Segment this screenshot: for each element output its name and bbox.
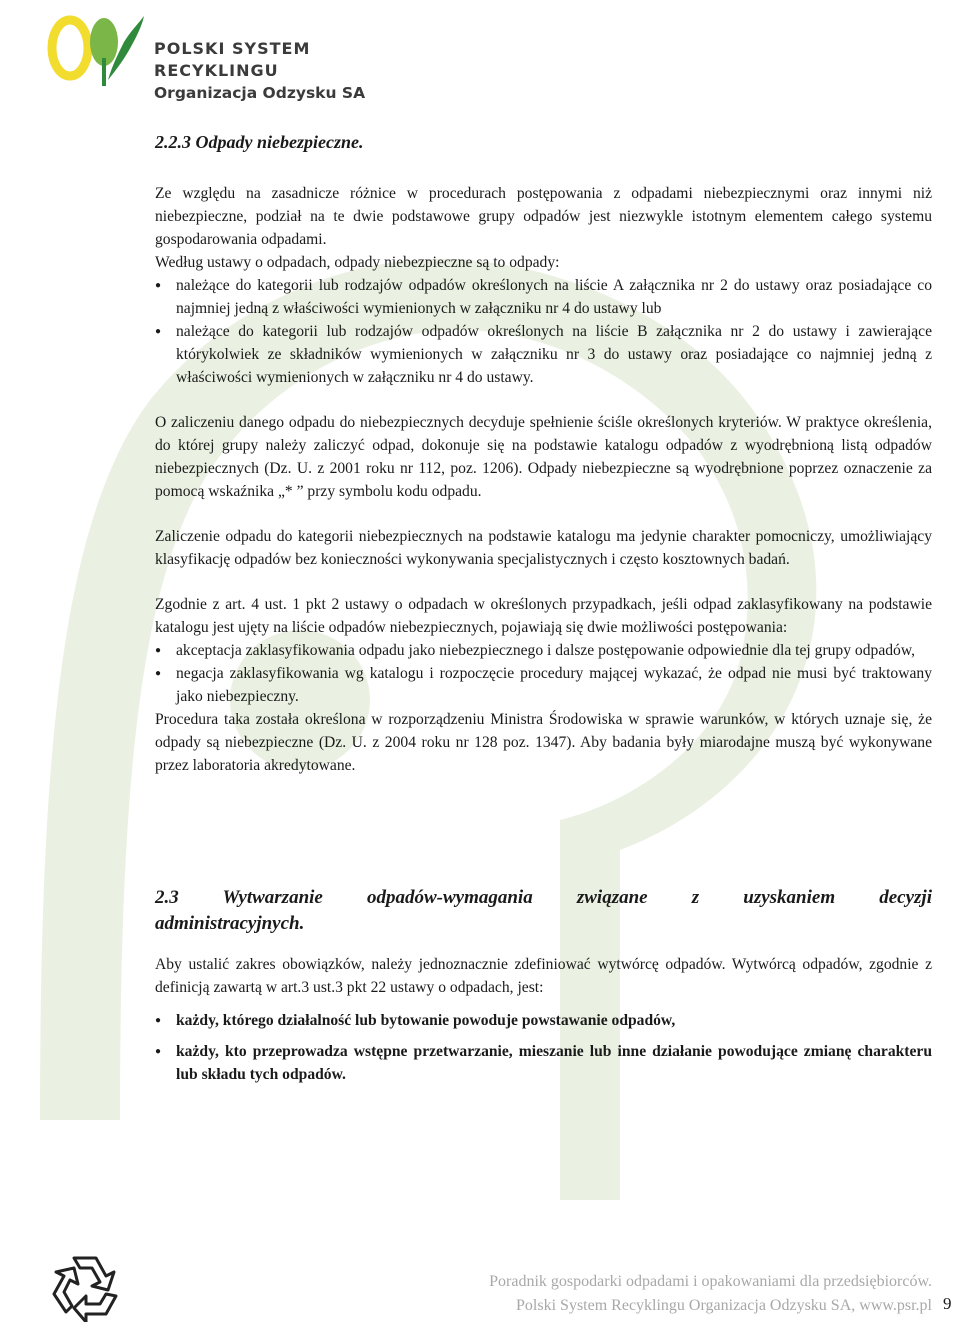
logo-company-subtitle: Organizacja Odzysku SA (154, 84, 366, 102)
recycle-icon (46, 1250, 124, 1322)
list-item: ● akceptacja zaklasyfikowania odpadu jako niebezpiecznego i dalsze postępowanie odpowiednie dla tej grupy odpadów, (155, 639, 932, 662)
list-item: ● negacja zaklasyfikowania wg katalogu i rozpoczęcie procedury mającej wykazać, że odpad nie musi być traktowany jako niebezpieczny. (155, 662, 932, 708)
logo-text (154, 38, 386, 104)
logo-company-name: POLSKI SYSTEM RECYKLINGU (154, 39, 311, 80)
section-title-2-2-3: 2.2.3 Odpady niebezpieczne. (155, 132, 364, 152)
logo-mark-icon (46, 8, 150, 90)
paragraph: Aby ustalić zakres obowiązków, należy jednoznacznie zdefiniować wytwórcę odpadów. Wytwórcą odpadów, zgodnie z definicją zawartą w art.3 ust.3 pkt 22 ustawy o odpadach, jest: (155, 956, 932, 996)
document-body (155, 130, 932, 1086)
list-item: ● każdy, kto przeprowadza wstępne przetwarzanie, mieszanie lub inne działanie powodujące zmianę charakteru lub składu tych odpadów. (155, 1040, 932, 1086)
paragraph: Zgodnie z art. 4 ust. 1 pkt 2 ustawy o odpadach w określonych przypadkach, jeśli odpad zaklasyfikowany na podstawie katalogu jest ujęty na liście odpadów niebezpiecznych, pojawiają się dwie możliwości postępowania: (155, 596, 932, 636)
logo-yellow-ring (52, 20, 88, 76)
list-item: ● należące do kategorii lub rodzajów odpadów określonych na liście B załącznika nr 2 do ustawy i zawierające którykolwiek ze składników wymienionych w załączniku nr 3 do ustawy oraz posiadające co najmniej jedną z właściwości wymienionych w załączniku nr 4 do ustawy. (155, 320, 932, 389)
paragraph: Ze względu na zasadnicze różnice w procedurach postępowania z odpadami niebezpiecznymi oraz innymi niż niebezpieczne, podział na te dwie podstawowe grupy odpadów jest niezwykle istotnym elementem całego systemu gospodarowania odpadami. (155, 185, 932, 248)
page-number: 9 (943, 1294, 952, 1313)
paragraph: Według ustawy o odpadach, odpady niebezpieczne są to odpady: (155, 254, 560, 271)
footer-line-2: Polski System Recyklingu Organizacja Odzysku SA, www.psr.pl (516, 1297, 932, 1314)
paragraph: Zaliczenie odpadu do kategorii niebezpiecznych na podstawie katalogu ma jedynie charakter pomocniczy, umożliwiający klasyfikację odpadów bez konieczności wykonywania specjalistycznych i często kosztownych badań. (155, 528, 932, 568)
company-logo (46, 8, 386, 102)
logo-stem (102, 58, 106, 86)
section-title-2-3: 2.3 Wytwarzanie odpadów-wymagania związane z uzyskaniem decyzji administracyjnych. (155, 887, 932, 934)
paragraph: O zaliczeniu danego odpadu do niebezpiecznych decyduje spełnienie ściśle określonych kryteriów. W praktyce określenia, do której grupy należy zaliczyć odpad, dokonuje się na podstawie katalogu odpadów z wyodrębnioną listą odpadów niebezpiecznych (Dz. U. z 2001 roku nr 112, poz. 1206). Odpady niebezpieczne są wyodrębnione poprzez oznaczenie za pomocą wskaźnika „* ” przy symbolu kodu odpadu. (155, 414, 932, 500)
list-item: ● każdy, którego działalność lub bytowanie powoduje powstawanie odpadów, (155, 1009, 932, 1032)
paragraph: Procedura taka została określona w rozporządzeniu Ministra Środowiska w sprawie warunków, w których uznaje się, że odpady są niebezpieczne (Dz. U. z 2004 roku nr 128 poz. 1347). Aby badania były miarodajne muszą być wykonywane przez laboratoria akredytowane. (155, 711, 932, 774)
page-footer (489, 1270, 932, 1318)
list-item: ● należące do kategorii lub rodzajów odpadów określonych na liście A załącznika nr 2 do ustawy oraz posiadające co najmniej jedną z właściwości wymienionych w załączniku nr 4 do ustawy lub (155, 274, 932, 320)
footer-line-1: Poradnik gospodarki odpadami i opakowaniami dla przedsiębiorców. (489, 1273, 932, 1290)
